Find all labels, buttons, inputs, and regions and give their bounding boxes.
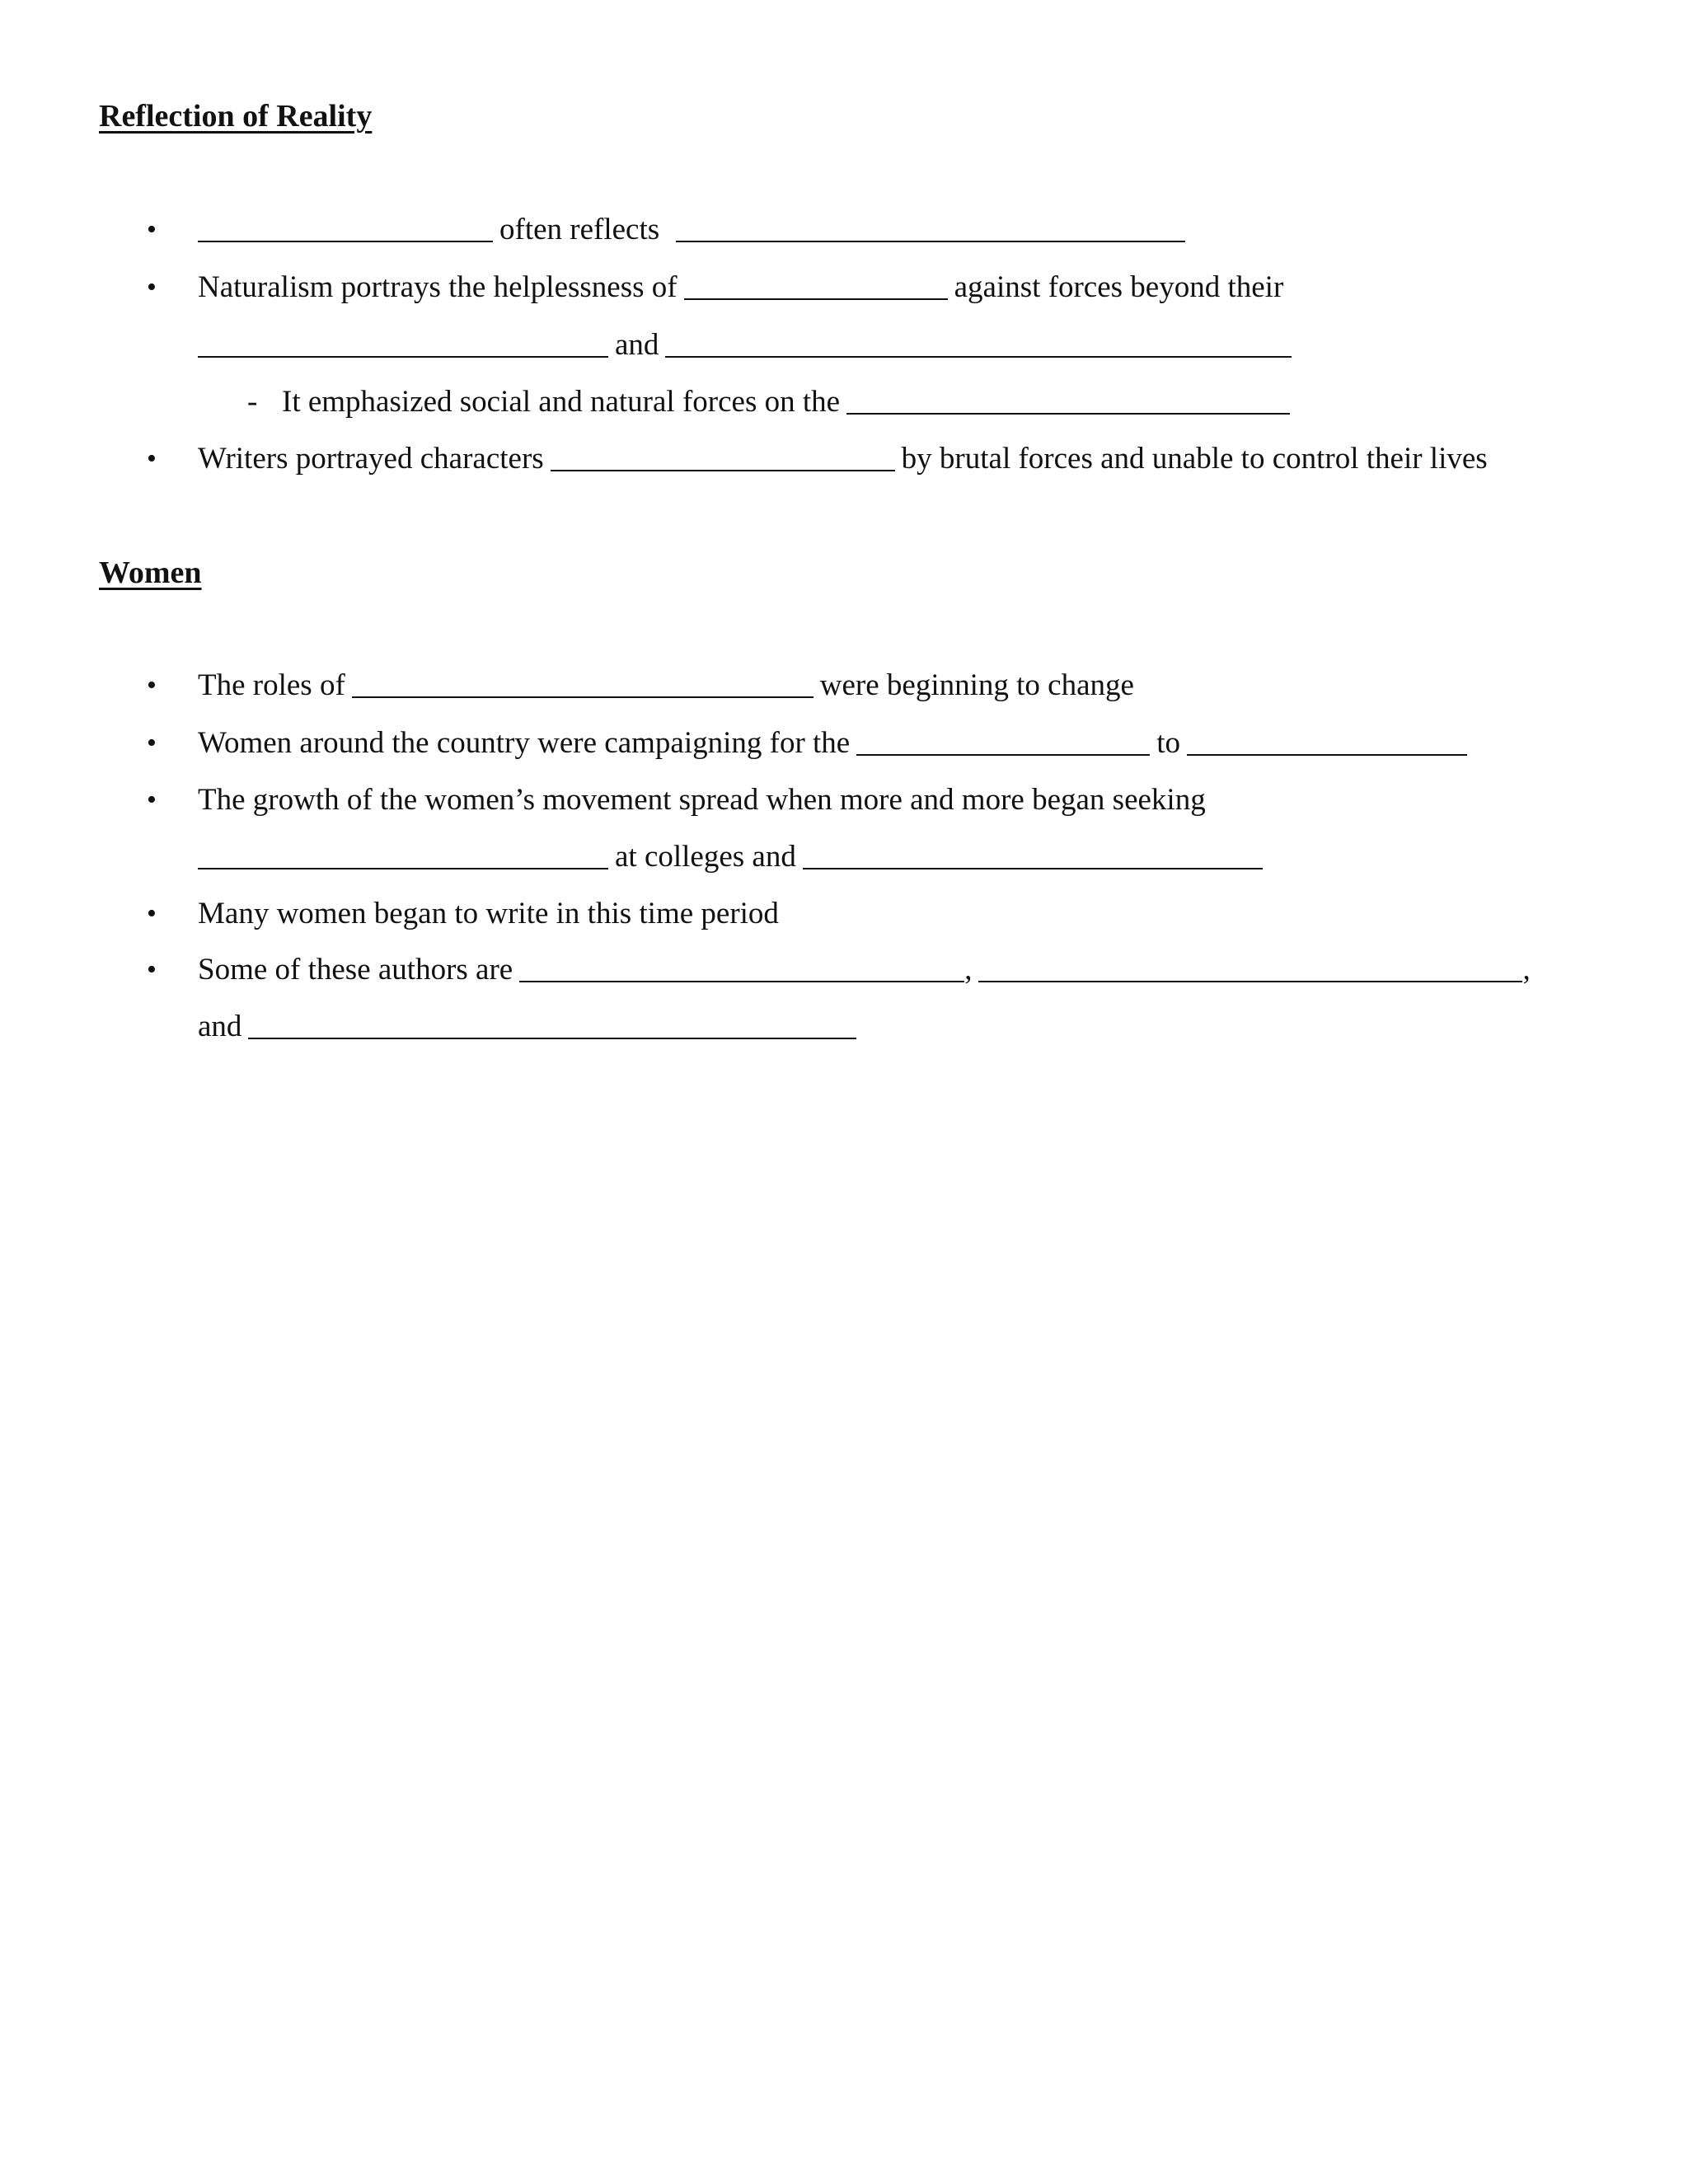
bullet: • [147, 954, 157, 985]
line-text: and [198, 1010, 242, 1043]
fill-in-blank[interactable] [803, 867, 1263, 869]
comma: , [964, 953, 973, 987]
line-text: Many women began to write in this time period [198, 897, 779, 930]
bullet: • [147, 728, 157, 758]
fill-in-blank[interactable] [198, 355, 608, 358]
fill-in-blank[interactable] [978, 980, 1522, 982]
bullet: • [147, 785, 157, 815]
fill-in-blank[interactable] [248, 1037, 856, 1039]
line-writers-portrayed [198, 443, 1488, 474]
heading-women: Women [99, 555, 202, 590]
line-text: against forces beyond their [954, 270, 1284, 304]
bullet: • [147, 214, 157, 245]
bullet: • [147, 272, 157, 302]
fill-in-blank[interactable] [676, 240, 1185, 242]
line-text: Writers portrayed characters [198, 442, 544, 476]
line-text: It emphasized social and natural forces on the [282, 385, 841, 419]
line-text: The growth of the women’s movement spread when more and more began seeking [198, 783, 1206, 817]
line-text: Naturalism portrays the helplessness of [198, 270, 678, 304]
fill-in-blank[interactable] [665, 355, 1292, 358]
fill-in-blank[interactable] [198, 867, 608, 869]
line-at-colleges [198, 841, 1269, 872]
line-text: by brutal forces and unable to control their lives [901, 442, 1488, 476]
line-text: and [615, 328, 659, 362]
fill-in-blank[interactable] [352, 696, 814, 698]
fill-in-blank[interactable] [198, 240, 493, 242]
line-growth-of-movement [198, 785, 1206, 815]
line-text: Women around the country were campaigning for the [198, 726, 851, 760]
bullet: • [147, 670, 157, 701]
line-text: often reflects [499, 213, 660, 246]
dash-marker: - [247, 385, 258, 419]
fill-in-blank[interactable] [519, 980, 964, 982]
fill-in-blank[interactable] [1187, 753, 1467, 756]
fill-in-blank[interactable] [856, 753, 1150, 756]
line-roles-of [198, 670, 1134, 701]
line-text: at colleges and [615, 840, 796, 874]
line-often-reflects [198, 214, 1192, 245]
line-and-continuation [198, 330, 1298, 360]
fill-in-blank[interactable] [684, 298, 948, 300]
line-and-final [198, 1011, 863, 1042]
line-some-authors [198, 954, 1531, 985]
bullet: • [147, 898, 157, 929]
heading-reflection-of-reality: Reflection of Reality [99, 99, 373, 134]
line-text: to [1156, 726, 1180, 760]
line-emphasized-forces [282, 387, 1296, 417]
line-text: were beginning to change [819, 668, 1134, 702]
line-naturalism-portrays [198, 272, 1283, 302]
fill-in-blank[interactable] [846, 412, 1290, 415]
fill-in-blank[interactable] [551, 469, 895, 471]
line-text: Some of these authors are [198, 953, 513, 987]
line-text: The roles of [198, 668, 345, 702]
line-many-women-write [198, 898, 779, 929]
bullet: • [147, 443, 157, 474]
line-campaigning [198, 728, 1474, 758]
comma: , [1522, 953, 1531, 987]
